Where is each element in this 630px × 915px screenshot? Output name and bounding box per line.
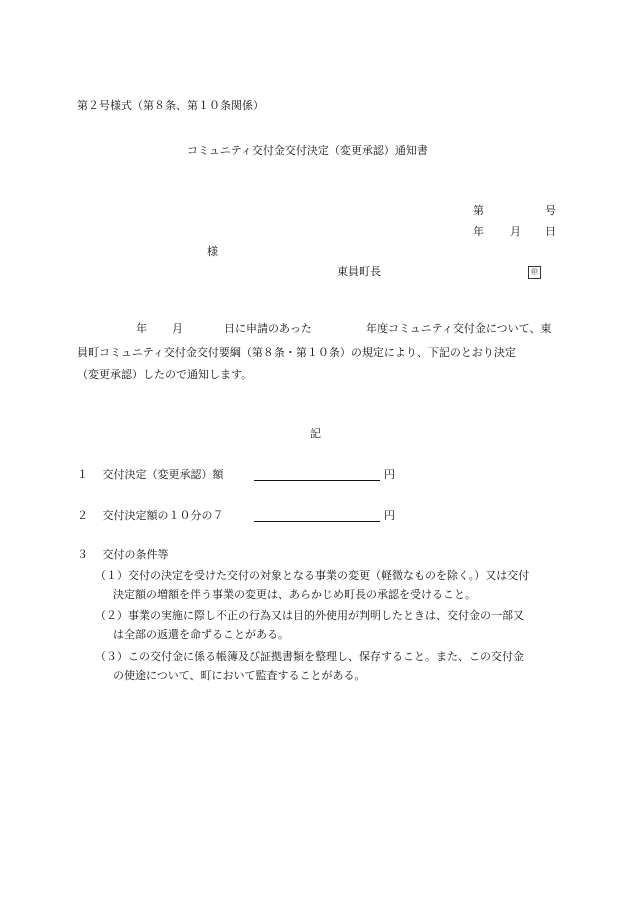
body-year-label: 年 [136,322,147,335]
form-number: 第２号様式（第８条、第１０条関係） [77,99,264,112]
condition-3-line-2: の使途について、町において監査することがある。 [113,669,366,682]
item-1-unit: 円 [384,468,395,481]
date-year-label: 年 [473,225,484,238]
body-line-3: （変更承認）したので通知します。 [77,368,253,381]
item-2-unit: 円 [384,509,395,522]
item-1-label: １ 交付決定（変更承認）額 [77,468,224,481]
document-title: コミュニティ交付金交付決定（変更承認）通知書 [187,144,428,157]
item-2-amount-line [254,521,380,522]
item-2-label: ２ 交付決定額の１０分の７ [77,509,224,522]
body-line-2: 員町コミュニティ交付金交付要綱（第８条・第１０条）の規定により、下記のとおり決定 [77,346,516,359]
condition-3-line-1: （３）この交付金に係る帳簿及び証拠書類を整理し、保存すること。また、この交付金 [95,650,524,663]
issuer-name: 東員町長 [337,265,381,278]
body-fiscal-phrase: 年度コミュニティ交付金について、東 [366,322,552,335]
date-month-label: 月 [510,225,521,238]
body-month-label: 月 [172,322,183,335]
doc-number-prefix: 第 [473,204,484,217]
seal-mark: ㊞ [528,266,541,279]
body-day-phrase: 日に申請のあった [224,322,312,335]
condition-2-line-2: は全部の返還を命ずることがある。 [113,628,289,641]
ki-heading: 記 [310,427,321,440]
condition-2-line-1: （２）事業の実施に際し不正の行為又は目的外使用が判明したときは、交付金の一部又 [95,609,524,622]
item-1-amount-line [254,480,380,481]
addressee-honorific: 様 [207,245,218,258]
doc-number-suffix: 号 [545,204,556,217]
date-day-label: 日 [545,225,556,238]
item-3-label: ３ 交付の条件等 [77,548,169,561]
condition-1-line-2: 決定額の増額を伴う事業の変更は、あらかじめ町長の承認を受けること。 [113,588,476,601]
condition-1-line-1: （１）交付の決定を受けた交付の対象となる事業の変更（軽微なものを除く。）又は交付 [95,569,530,582]
